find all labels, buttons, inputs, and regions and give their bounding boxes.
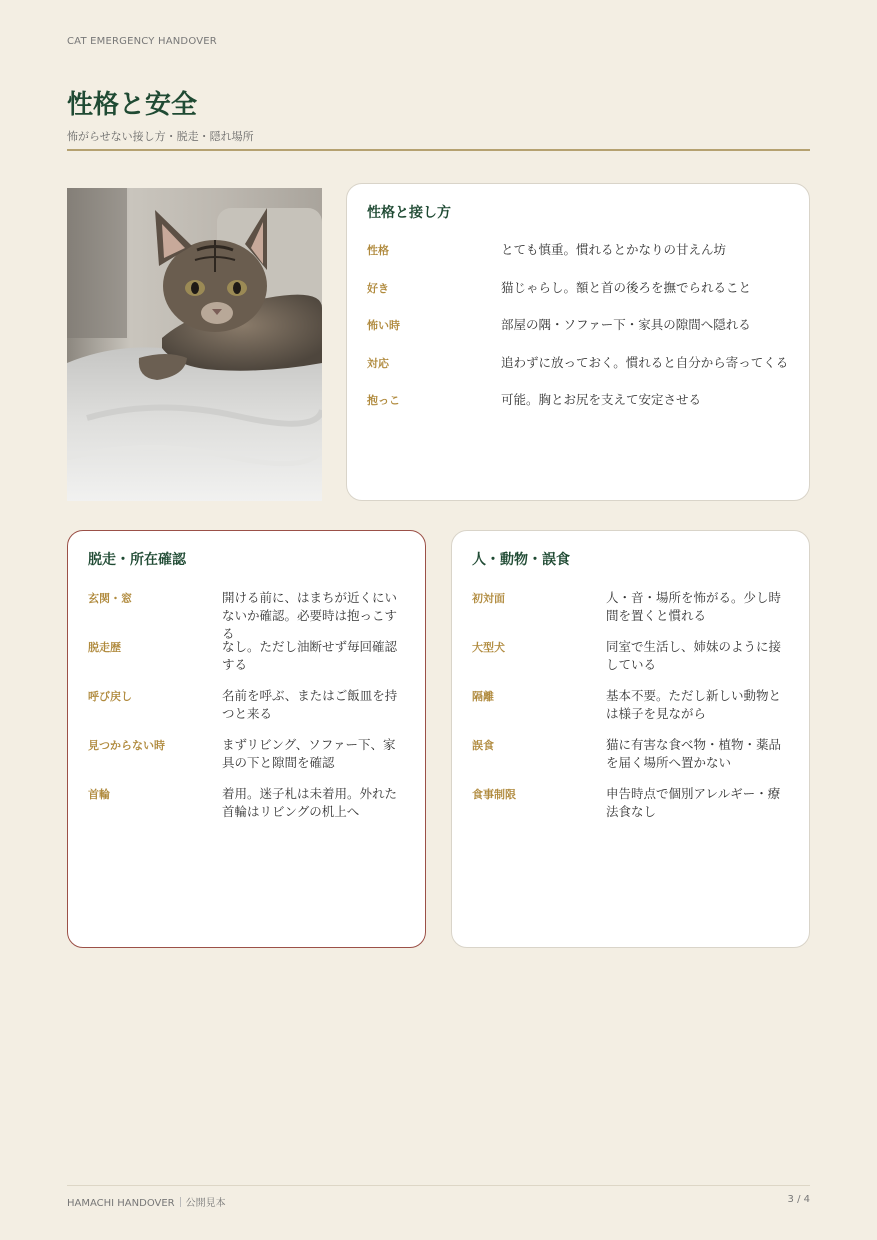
row-label: 呼び戻し: [88, 690, 132, 703]
row-label: 大型犬: [472, 641, 505, 654]
row-label: 脱走歴: [88, 641, 121, 654]
row-label: 食事制限: [472, 788, 516, 801]
row-label: 見つからない時: [88, 739, 165, 752]
row-value: 名前を呼ぶ、またはご飯皿を持つと来る: [222, 688, 398, 721]
row-value: 可能。胸とお尻を支えて安定させる: [501, 392, 702, 407]
footer-note: 公開見本: [185, 1198, 226, 1209]
info-row: [367, 316, 789, 354]
info-row: [472, 589, 789, 638]
info-row: [88, 736, 405, 785]
title-divider: [67, 149, 810, 151]
row-value: 基本不要。ただし新しい動物とは様子を見ながら: [606, 688, 782, 721]
row-value: 開ける前に、はまちが近くにいないか確認。必要時は抱っこする: [222, 590, 398, 641]
personality-card: [346, 183, 810, 501]
personality-list: [367, 241, 789, 429]
info-row: [367, 279, 789, 317]
people-card-title: 人・動物・誤食: [472, 552, 570, 568]
row-value: とても慎重。慣れるとかなりの甘えん坊: [501, 242, 727, 257]
footer-brand: [67, 1194, 226, 1209]
page-number: 3 / 4: [787, 1194, 810, 1205]
page-title: 性格と安全: [67, 90, 198, 120]
footer-separator: [180, 1197, 181, 1207]
personality-card-title: 性格と接し方: [367, 205, 451, 221]
footer-brand-name: HAMACHI HANDOVER: [67, 1198, 175, 1209]
escape-card: [67, 530, 426, 948]
page-subtitle: 怖がらせない接し方・脱走・隠れ場所: [67, 130, 254, 143]
row-label: 性格: [367, 244, 389, 257]
running-head: CAT EMERGENCY HANDOVER: [67, 36, 217, 47]
row-label: 玄関・窓: [88, 592, 132, 605]
info-row: [472, 638, 789, 687]
row-label: 好き: [367, 281, 389, 295]
info-row: [88, 785, 405, 834]
row-value: 着用。迷子札は未着用。外れた首輪はリビングの机上へ: [222, 786, 398, 819]
row-label: 誤食: [472, 739, 494, 752]
document-page: [67, 0, 810, 1240]
info-row: [472, 736, 789, 785]
row-value: なし。ただし油断せず毎回確認する: [222, 639, 398, 672]
row-label: 首輪: [88, 788, 110, 801]
row-label: 怖い時: [367, 319, 400, 332]
info-row: [367, 354, 789, 392]
info-row: [472, 687, 789, 736]
row-label: 隔離: [472, 690, 494, 703]
row-value: 追わずに放っておく。慣れると自分から寄ってくる: [501, 354, 789, 370]
cat-photo: [67, 188, 322, 501]
info-row: [367, 241, 789, 279]
footer-divider: [67, 1185, 810, 1186]
people-list: [472, 589, 789, 834]
escape-card-title: 脱走・所在確認: [88, 552, 186, 568]
row-value: 猫じゃらし。額と首の後ろを撫でられること: [501, 279, 752, 295]
info-row: [88, 638, 405, 687]
row-label: 対応: [367, 356, 389, 370]
info-row: [88, 589, 405, 641]
row-value: まずリビング、ソファー下、家具の下と隙間を確認: [222, 737, 396, 770]
row-value: 同室で生活し、姉妹のように接している: [606, 639, 782, 672]
row-value: 人・音・場所を怖がる。少し時間を置くと慣れる: [606, 590, 782, 623]
row-label: 抱っこ: [367, 394, 400, 407]
info-row: [88, 687, 405, 736]
info-row: [472, 785, 789, 834]
people-animals-card: [451, 530, 810, 948]
row-value: 猫に有害な食べ物・植物・薬品を届く場所へ置かない: [606, 737, 782, 770]
row-value: 申告時点で個別アレルギー・療法食なし: [606, 786, 781, 819]
escape-list: [88, 589, 405, 834]
info-row: [367, 391, 789, 429]
row-value: 部屋の隅・ソファー下・家具の隙間へ隠れる: [501, 317, 751, 332]
row-label: 初対面: [472, 592, 505, 605]
